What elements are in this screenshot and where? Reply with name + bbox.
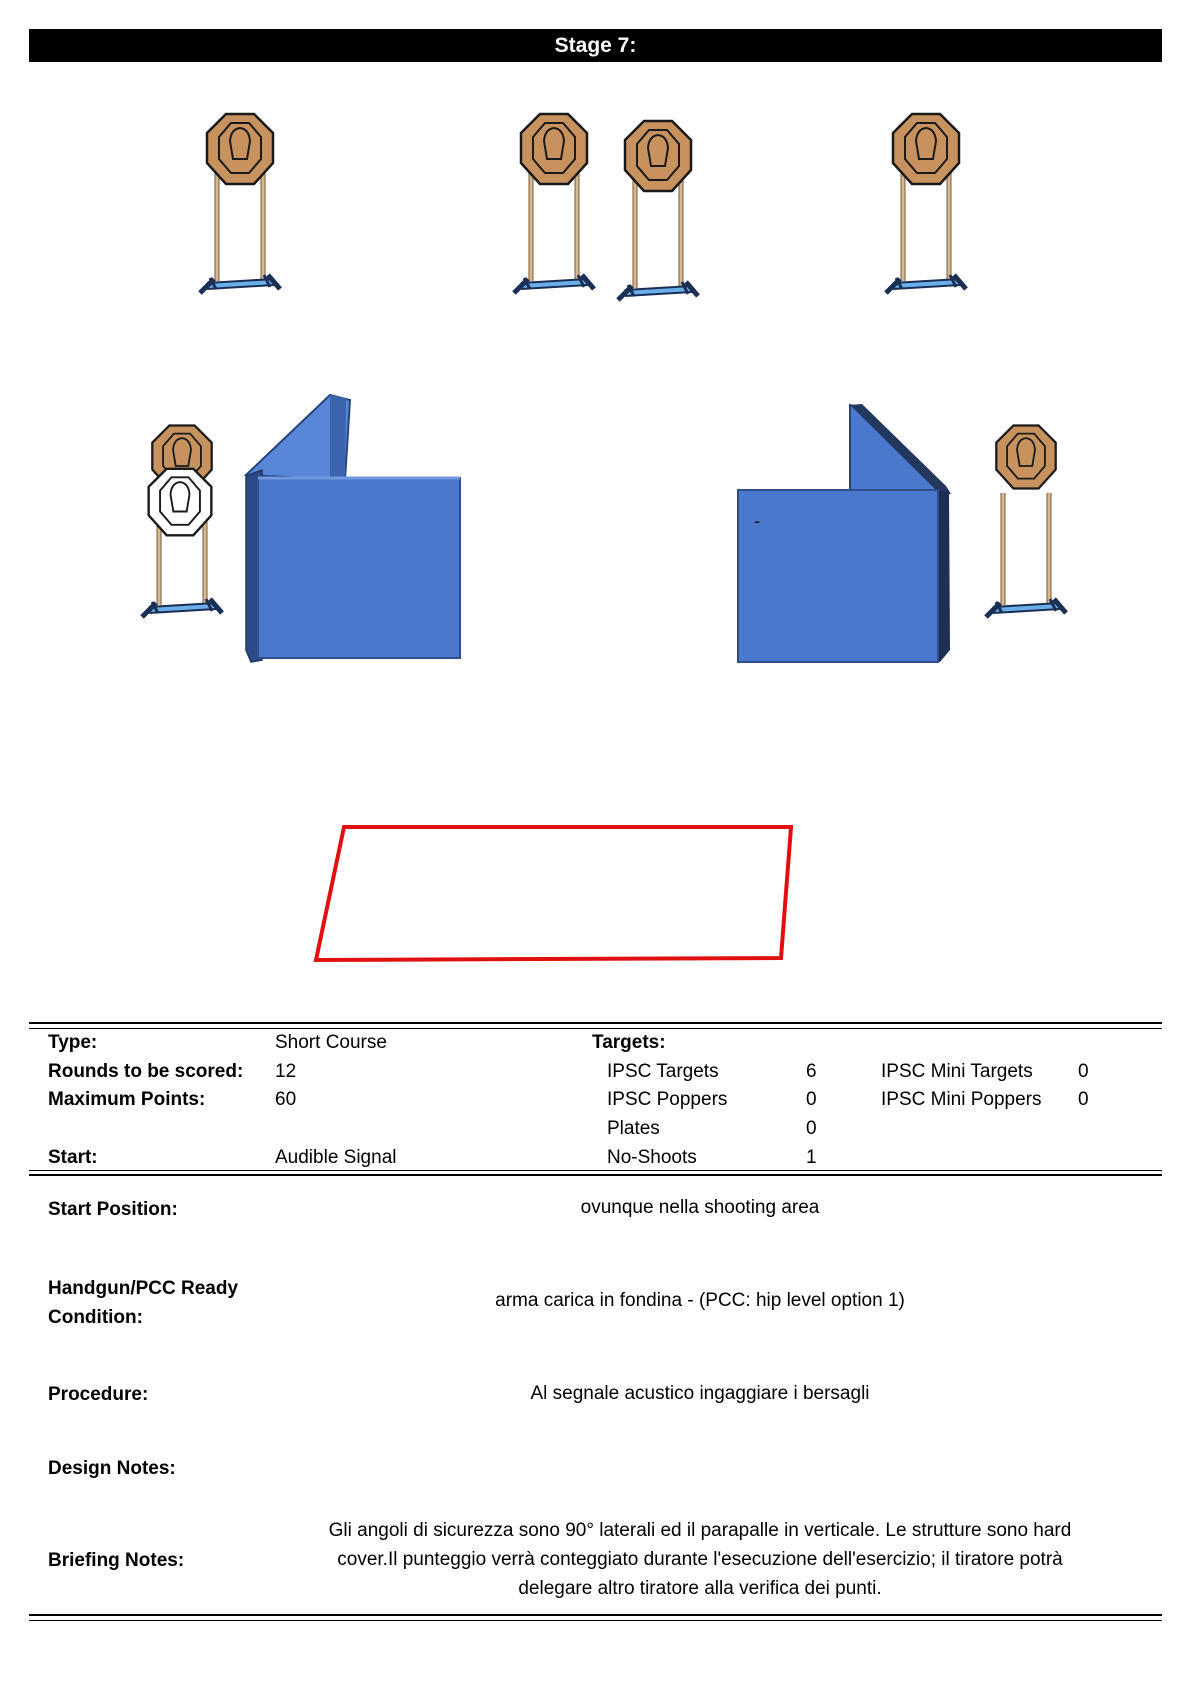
type-value: Short Course: [275, 1032, 387, 1053]
ipsc-mini-poppers-label: IPSC Mini Poppers: [881, 1089, 1042, 1110]
briefing-notes-label: Briefing Notes:: [48, 1550, 185, 1571]
ipsc-target-4: [886, 114, 966, 293]
briefing-notes-line1: Gli angoli di sicurezza sono 90° laterali ed il parapalle in verticale. Le strutture sono hard: [328, 1520, 1072, 1541]
start-value: Audible Signal: [275, 1147, 397, 1168]
ipsc-mini-targets-label: IPSC Mini Targets: [881, 1061, 1033, 1082]
divider: [29, 1174, 1162, 1176]
ipsc-poppers-label: IPSC Poppers: [607, 1089, 728, 1110]
right-wall: [738, 404, 951, 662]
divider: [29, 1170, 1162, 1171]
no-shoots-value: 1: [806, 1147, 817, 1168]
procedure-label: Procedure:: [48, 1384, 149, 1405]
ready-condition-label-line2: Condition:: [48, 1307, 143, 1328]
divider: [29, 1620, 1162, 1621]
max-points-label: Maximum Points:: [48, 1089, 206, 1110]
divider: [29, 1028, 1162, 1029]
no-shoots-label: No-Shoots: [607, 1147, 697, 1168]
ipsc-targets-label: IPSC Targets: [607, 1061, 719, 1082]
divider: [29, 1614, 1162, 1616]
divider: [29, 1022, 1162, 1024]
stage-title: Stage 7:: [29, 29, 1162, 62]
rounds-label: Rounds to be scored:: [48, 1061, 244, 1082]
targets-label: Targets:: [592, 1032, 666, 1053]
start-position-label: Start Position:: [48, 1199, 178, 1220]
start-position-value: ovunque nella shooting area: [580, 1197, 820, 1218]
ipsc-mini-poppers-value: 0: [1078, 1089, 1089, 1110]
plates-value: 0: [806, 1118, 817, 1139]
ready-condition-label-line1: Handgun/PCC Ready: [48, 1278, 239, 1299]
no-shoot-target: [149, 469, 212, 536]
start-label: Start:: [48, 1147, 98, 1168]
ipsc-target-6: [986, 426, 1066, 618]
shooting-area: [316, 827, 791, 960]
max-points-value: 60: [275, 1089, 297, 1110]
ready-condition-value: arma carica in fondina - (PCC: hip level option 1): [495, 1290, 905, 1311]
ipsc-target-1: [200, 114, 280, 293]
ipsc-mini-targets-value: 0: [1078, 1061, 1089, 1082]
design-notes-label: Design Notes:: [48, 1458, 176, 1479]
plates-label: Plates: [607, 1118, 660, 1139]
ipsc-target-2: [514, 114, 594, 293]
type-label: Type:: [48, 1032, 98, 1053]
ipsc-target-3: [618, 121, 698, 300]
briefing-notes-line2: cover.Il punteggio verrà conteggiato durante l'esecuzione dell'esercizio; il tiratore potrà: [337, 1549, 1063, 1570]
procedure-value: Al segnale acustico ingaggiare i bersagli: [530, 1383, 870, 1404]
left-wall: [246, 395, 460, 662]
ipsc-targets-value: 6: [806, 1061, 817, 1082]
ipsc-poppers-value: 0: [806, 1089, 817, 1110]
wall-mark: -: [754, 511, 760, 531]
briefing-notes-line3: delegare altro tiratore alla verifica dei punti.: [518, 1578, 882, 1599]
rounds-value: 12: [275, 1061, 297, 1082]
